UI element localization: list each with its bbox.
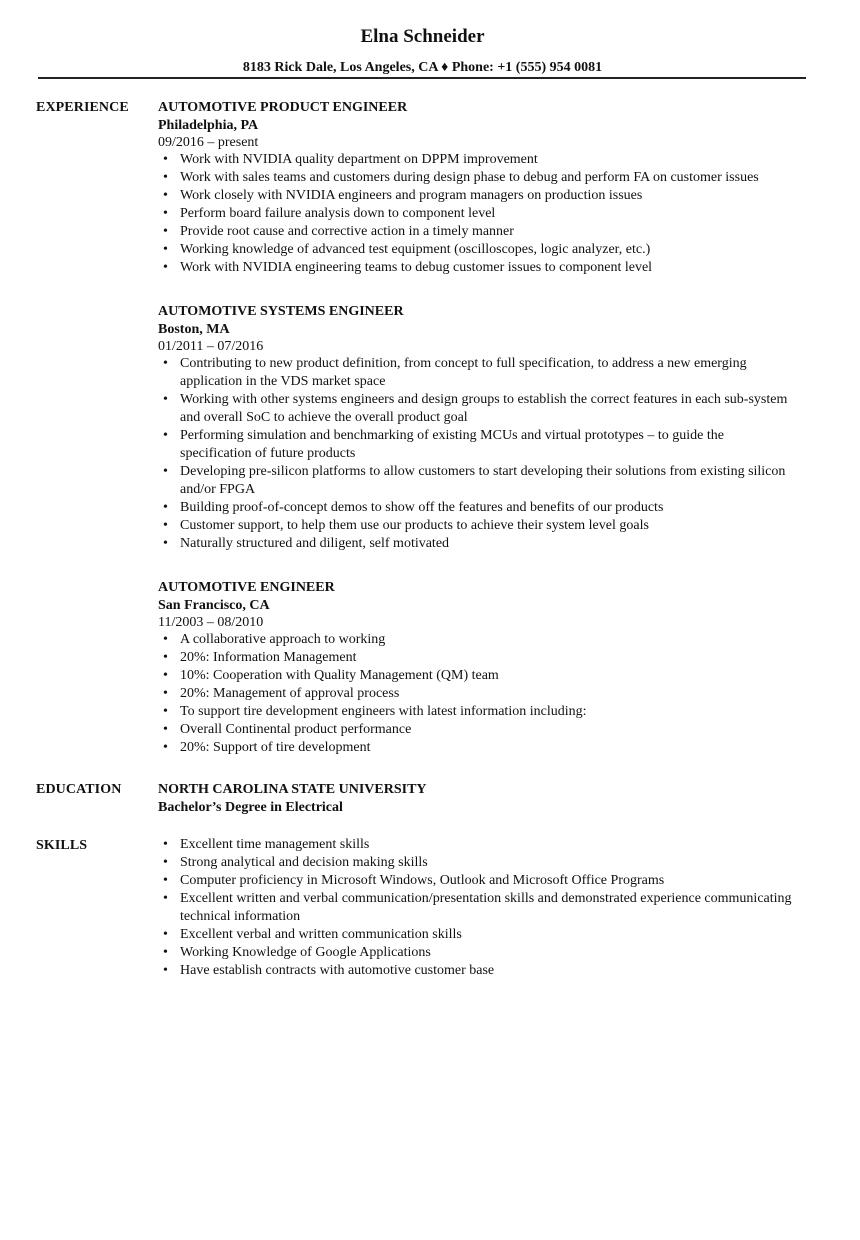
list-item: • To support tire development engineers with latest information including: xyxy=(158,703,798,721)
section-label-experience: EXPERIENCE xyxy=(36,100,129,115)
list-item: • Perform board failure analysis down to component level xyxy=(158,205,798,223)
education-section xyxy=(158,780,798,817)
header-divider xyxy=(38,77,806,79)
list-item: • Naturally structured and diligent, self motivated xyxy=(158,535,798,553)
list-item: • Building proof-of-concept demos to show off the features and benefits of our products xyxy=(158,499,798,517)
list-item: • Excellent written and verbal communication/presentation skills and demonstrated experience communicating technical information xyxy=(158,890,798,926)
job-location: San Francisco, CA xyxy=(158,598,270,613)
list-item: • Work with NVIDIA quality department on DPPM improvement xyxy=(158,151,798,169)
list-item: • Work with NVIDIA engineering teams to debug customer issues to component level xyxy=(158,259,798,277)
skills-list xyxy=(158,836,798,980)
list-item: • Contributing to new product definition, from concept to full specification, to address a new emerging application in the VDS market space xyxy=(158,355,798,391)
list-item: • Computer proficiency in Microsoft Windows, Outlook and Microsoft Office Programs xyxy=(158,872,798,890)
section-label-skills: SKILLS xyxy=(36,838,88,853)
list-item: • Overall Continental product performance xyxy=(158,721,798,739)
job-title: AUTOMOTIVE ENGINEER xyxy=(158,580,335,595)
job-location: Philadelphia, PA xyxy=(158,118,259,133)
list-item: • Work closely with NVIDIA engineers and program managers on production issues xyxy=(158,187,798,205)
job-entry xyxy=(158,578,798,757)
job-location: Boston, MA xyxy=(158,322,230,337)
list-item: • 20%: Management of approval process xyxy=(158,685,798,703)
list-item: • Performing simulation and benchmarking of existing MCUs and virtual prototypes – to guide the specification of future products xyxy=(158,427,798,463)
list-item: • Working Knowledge of Google Applications xyxy=(158,944,798,962)
list-item: • 10%: Cooperation with Quality Management (QM) team xyxy=(158,667,798,685)
job-entry xyxy=(158,98,798,277)
section-label-education: EDUCATION xyxy=(36,782,122,797)
job-title: AUTOMOTIVE SYSTEMS ENGINEER xyxy=(158,304,404,319)
list-item: • Provide root cause and corrective action in a timely manner xyxy=(158,223,798,241)
list-item: • Working with other systems engineers and design groups to establish the correct features in each sub-system and overall SoC to achieve the overall product goal xyxy=(158,391,798,427)
list-item: • 20%: Information Management xyxy=(158,649,798,667)
job-dates: 01/2011 – 07/2016 xyxy=(158,339,264,354)
list-item: • Developing pre-silicon platforms to allow customers to start developing their solutions from existing silicon and/or FPGA xyxy=(158,463,798,499)
list-item: • Customer support, to help them use our products to achieve their system level goals xyxy=(158,517,798,535)
job-bullets xyxy=(158,151,798,277)
job-dates: 09/2016 – present xyxy=(158,135,259,150)
job-bullets xyxy=(158,631,798,757)
skills-section xyxy=(158,836,798,980)
experience-section xyxy=(158,98,798,757)
list-item: • Have establish contracts with automotive customer base xyxy=(158,962,798,980)
list-item: • Excellent time management skills xyxy=(158,836,798,854)
candidate-name: Elna Schneider xyxy=(360,26,485,47)
job-entry xyxy=(158,302,798,553)
list-item: • A collaborative approach to working xyxy=(158,631,798,649)
job-dates: 11/2003 – 08/2010 xyxy=(158,615,264,630)
school-name: NORTH CAROLINA STATE UNIVERSITY xyxy=(158,782,427,797)
job-bullets xyxy=(158,355,798,553)
degree: Bachelor’s Degree in Electrical xyxy=(158,800,343,815)
list-item: • Strong analytical and decision making skills xyxy=(158,854,798,872)
list-item: • 20%: Support of tire development xyxy=(158,739,798,757)
job-title: AUTOMOTIVE PRODUCT ENGINEER xyxy=(158,100,408,115)
contact-line: 8183 Rick Dale, Los Angeles, CA ♦ Phone: +1 (555) 954 0081 xyxy=(242,60,603,75)
list-item: • Work with sales teams and customers during design phase to debug and perform FA on customer issues xyxy=(158,169,798,187)
list-item: • Working knowledge of advanced test equipment (oscilloscopes, logic analyzer, etc.) xyxy=(158,241,798,259)
list-item: • Excellent verbal and written communication skills xyxy=(158,926,798,944)
